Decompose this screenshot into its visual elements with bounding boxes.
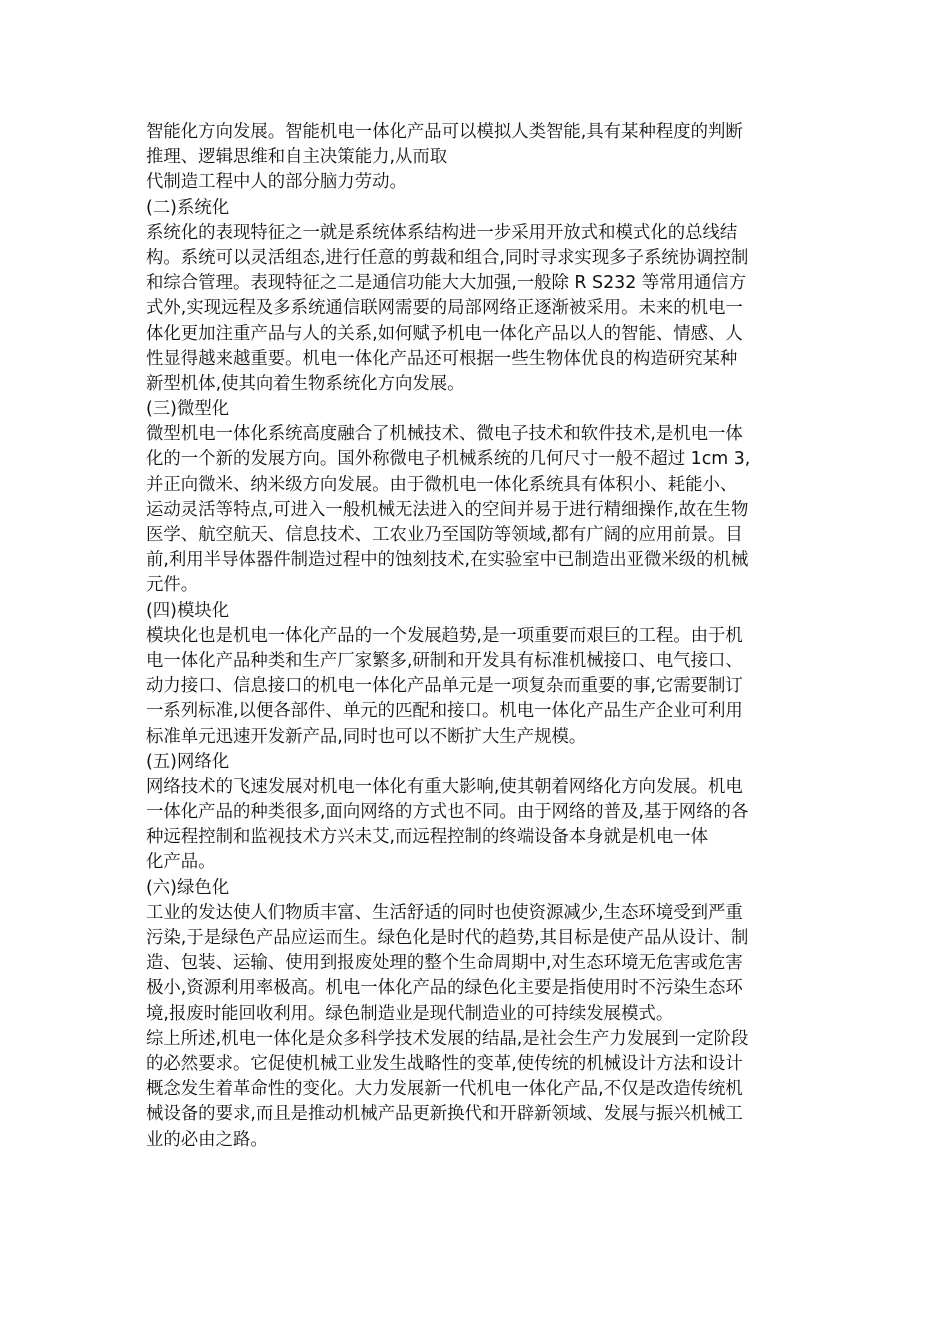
text-line: 元件。 (146, 575, 199, 596)
text-line: 工业的发达使人们物质丰富、生活舒适的同时也使资源减少,生态环境受到严重 (146, 902, 743, 923)
text-line: 并正向微米、纳米级方向发展。由于微机电一体化系统具有体积小、耗能小、 (146, 474, 738, 495)
text-line: 模块化也是机电一体化产品的一个发展趋势,是一项重要而艰巨的工程。由于机 (146, 625, 743, 646)
text-line: (二)系统化 (146, 197, 230, 218)
text-line: 综上所述,机电一体化是众多科学技术发展的结晶,是社会生产力发展到一定阶段 (146, 1028, 749, 1049)
text-line: (六)绿色化 (146, 877, 230, 898)
text-line: 污染,于是绿色产品应运而生。绿色化是时代的趋势,其目标是使产品从设计、制 (146, 928, 749, 948)
text-line: 智能化方向发展。智能机电一体化产品可以模拟人类智能,具有某种程度的判断 (146, 122, 743, 142)
text-line: 推理、逻辑思维和自主决策能力,从而取 (146, 147, 448, 168)
text-line: 化产品。 (146, 852, 216, 873)
text-line: 极小,资源利用率极高。机电一体化产品的绿色化主要是指使用时不污染生态环 (146, 978, 743, 999)
text-line: 医学、航空航天、信息技术、工农业乃至国防等领域,都有广阔的应用前景。目 (146, 525, 743, 545)
text-line: 前,利用半导体器件制造过程中的蚀刻技术,在实验室中已制造出亚微米级的机械 (146, 550, 749, 571)
text-line: 一体化产品的种类很多,面向网络的方式也不同。由于网络的普及,基于网络的各 (146, 802, 749, 823)
text-line: (三)微型化 (146, 399, 230, 420)
text-line: 式外,实现远程及多系统通信联网需要的局部网络正逐渐被采用。未来的机电一 (146, 298, 743, 319)
text-line: 体化更加注重产品与人的关系,如何赋予机电一体化产品以人的智能、情感、人 (146, 323, 743, 344)
text-line: (四)模块化 (146, 600, 230, 621)
text-line: 电一体化产品种类和生产厂家繁多,研制和开发具有标准机械接口、电气接口、 (146, 650, 743, 671)
text-line: 新型机体,使其向着生物系统化方向发展。 (146, 373, 465, 394)
text-line: 的必然要求。它促使机械工业发生战略性的变革,使传统的机械设计方法和设计 (146, 1053, 743, 1074)
text-line: 构。系统可以灵活组态,进行任意的剪裁和组合,同时寻求实现多子系统协调控制 (146, 247, 749, 268)
text-line: 概念发生着革命性的变化。大力发展新一代机电一体化产品,不仅是改造传统机 (146, 1079, 743, 1100)
text-line: 化的一个新的发展方向。国外称微电子机械系统的几何尺寸一般不超过 1cm 3, (146, 449, 751, 470)
text-line: 一系列标准,以便各部件、单元的匹配和接口。机电一体化产品生产企业可利用 (146, 701, 743, 722)
text-line: 和综合管理。表现特征之二是通信功能大大加强,一般除 R S232 等常用通信方 (146, 273, 747, 294)
text-line: 代制造工程中人的部分脑力劳动。 (146, 172, 407, 193)
text-line: 业的必由之路。 (146, 1129, 268, 1150)
text-line: 造、包装、运输、使用到报废处理的整个生命周期中,对生态环境无危害或危害 (146, 953, 743, 974)
document-body (146, 120, 814, 1153)
text-line: 运动灵活等特点,可进入一般机械无法进入的空间并易于进行精细操作,故在生物 (146, 499, 749, 520)
text-line: 网络技术的飞速发展对机电一体化有重大影响,使其朝着网络化方向发展。机电 (146, 776, 743, 797)
text-line: 境,报废时能回收利用。绿色制造业是现代制造业的可持续发展模式。 (146, 1003, 674, 1024)
text-line: 标准单元迅速开发新产品,同时也可以不断扩大生产规模。 (146, 726, 587, 747)
text-line: 械设备的要求,而且是推动机械产品更新换代和开辟新领域、发展与振兴机械工 (146, 1104, 743, 1125)
text-line: 动力接口、信息接口的机电一体化产品单元是一项复杂而重要的事,它需要制订 (146, 676, 743, 697)
text-line: 系统化的表现特征之一就是系统体系结构进一步采用开放式和模式化的总线结 (146, 222, 738, 243)
text-line: (五)网络化 (146, 751, 230, 772)
text-line: 性显得越来越重要。机电一体化产品还可根据一些生物体优良的构造研究某种 (146, 348, 738, 369)
text-line: 微型机电一体化系统高度融合了机械技术、微电子技术和软件技术,是机电一体 (146, 424, 743, 445)
text-line: 种远程控制和监视技术方兴未艾,而远程控制的终端设备本身就是机电一体 (146, 827, 709, 848)
